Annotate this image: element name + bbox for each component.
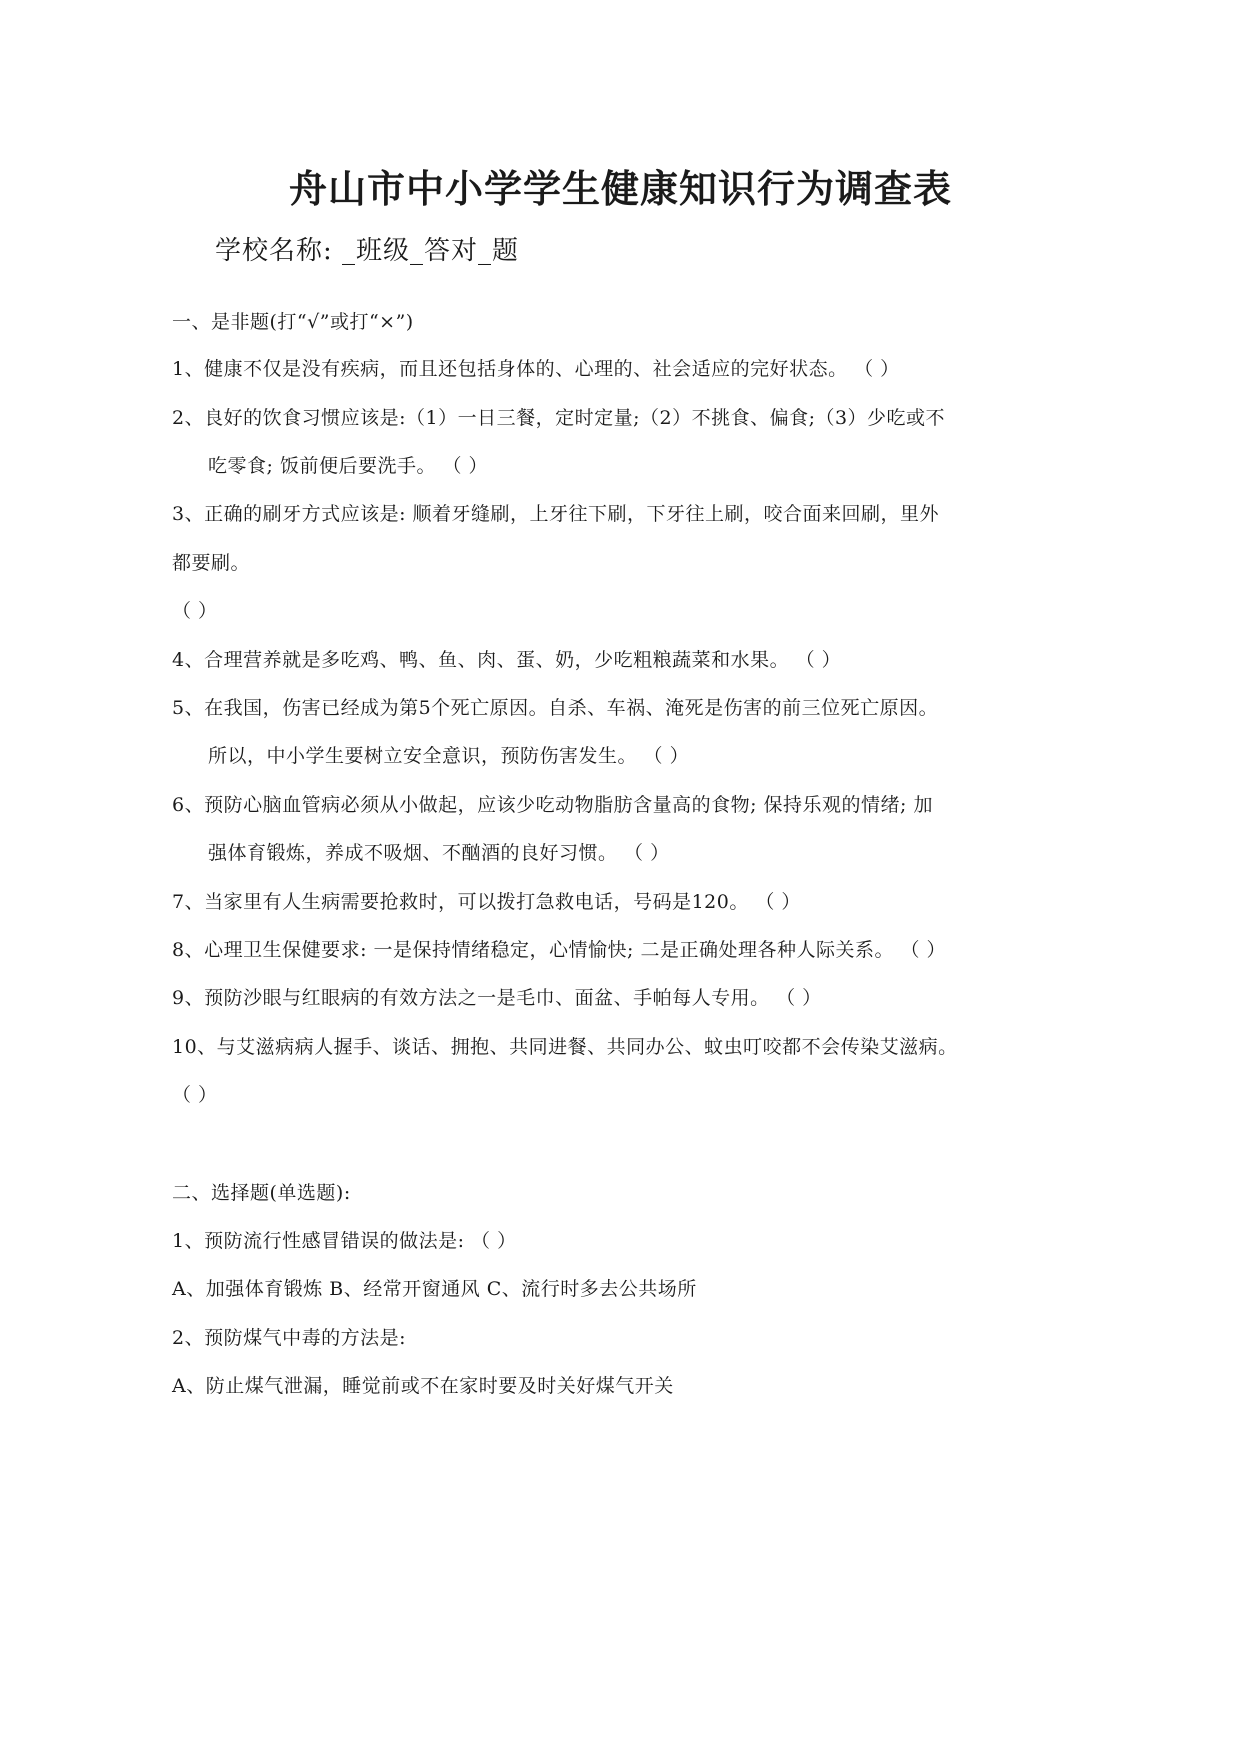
section-heading-true-false: 一、是非题(打“√”或打“×”)	[172, 311, 414, 333]
question-line: 2、良好的饮食习惯应该是:（1）一日三餐，定时定量;（2）不挑食、偏食;（3）少吃或不	[172, 407, 946, 429]
question-line: 强体育锻炼，养成不吸烟、不酗酒的良好习惯。 （ ）	[208, 842, 670, 864]
question-line: 7、当家里有人生病需要抢救时，可以拨打急救电话，号码是120。 （ ）	[172, 891, 801, 913]
question-line: A、防止煤气泄漏，睡觉前或不在家时要及时关好煤气开关	[172, 1375, 674, 1397]
question-line: 10、与艾滋病病人握手、谈话、拥抱、共同进餐、共同办公、蚊虫叮咬都不会传染艾滋病。	[172, 1036, 958, 1058]
question-line: 1、预防流行性感冒错误的做法是: （ ）	[172, 1230, 517, 1252]
question-line: 所以，中小学生要树立安全意识，预防伤害发生。 （ ）	[208, 745, 690, 767]
question-line: 1、健康不仅是没有疾病，而且还包括身体的、心理的、社会适应的完好状态。 （ ）	[172, 358, 900, 380]
page-title: 舟山市中小学学生健康知识行为调查表	[288, 166, 952, 211]
question-line: 吃零食; 饭前便后要洗手。 （ ）	[208, 455, 489, 477]
question-line: （ ）	[172, 1084, 218, 1106]
question-line: 3、正确的刷牙方式应该是: 顺着牙缝刷，上牙往下刷，下牙往上刷，咬合面来回刷，里外	[172, 503, 940, 525]
question-line: 6、预防心脑血管病必须从小做起，应该少吃动物脂肪含量高的食物; 保持乐观的情绪; 加	[172, 794, 933, 816]
section-heading-multiple-choice: 二、选择题(单选题):	[172, 1182, 351, 1204]
question-line: 8、心理卫生保健要求: 一是保持情绪稳定，心情愉快; 二是正确处理各种人际关系。 （ ）	[172, 939, 947, 961]
question-line: （ ）	[172, 600, 218, 622]
question-line: 2、预防煤气中毒的方法是:	[172, 1327, 406, 1349]
question-line: A、加强体育锻炼 B、经常开窗通风 C、流行时多去公共场所	[172, 1278, 697, 1300]
question-line: 4、合理营养就是多吃鸡、鸭、鱼、肉、蛋、奶，少吃粗粮蔬菜和水果。 （ ）	[172, 649, 842, 671]
question-line: 9、预防沙眼与红眼病的有效方法之一是毛巾、面盆、手帕每人专用。 （ ）	[172, 987, 822, 1009]
question-line: 5、在我国，伤害已经成为第5个死亡原因。自杀、车祸、淹死是伤害的前三位死亡原因。	[172, 697, 939, 719]
school-info-line: 学校名称: _班级_答对_题	[215, 236, 520, 266]
question-line: 都要刷。	[172, 552, 251, 574]
